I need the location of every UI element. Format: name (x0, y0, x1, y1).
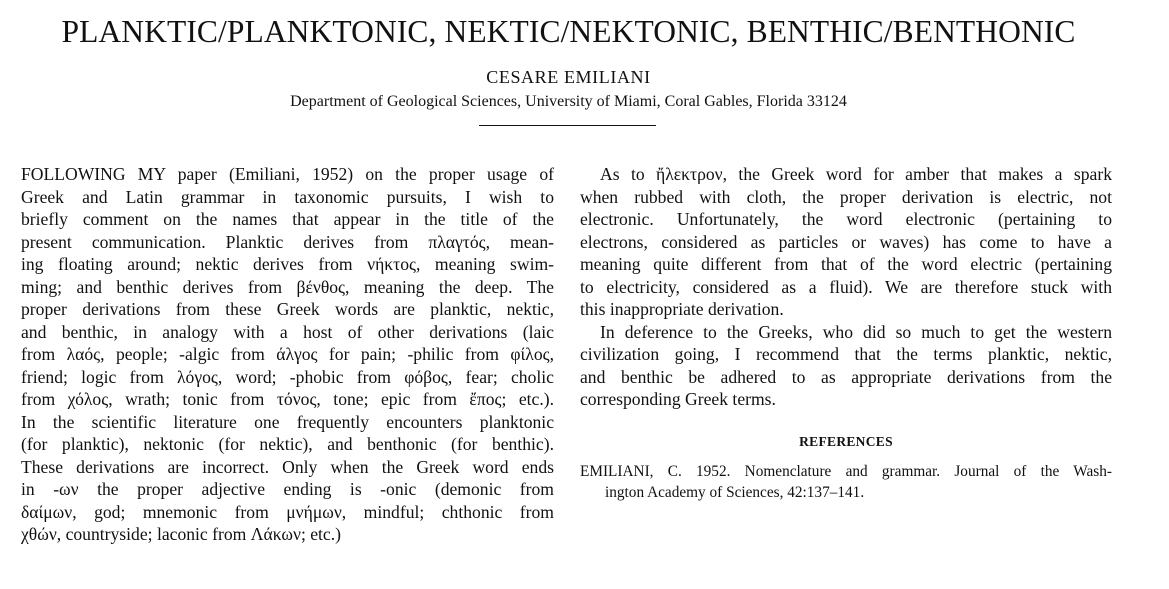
left-line-1: FOLLOWING MY paper (Emiliani, 1952) on the proper usage of (21, 164, 554, 184)
right-line-1: As to ἤλεκτρον, the Greek word for amber that makes a spark (600, 164, 1112, 184)
right-line-2: when rubbed with cloth, the proper derivation is electric, not (580, 186, 1112, 207)
left-line-10: friend; logic from λόγος, word; -phobic from φόβος, fear; cholic (21, 366, 554, 387)
right-line-10: and benthic be adhered to as appropriate derivations from the (580, 366, 1112, 387)
left-line-9: from λαός, people; -algic from άλγος for pain; -philic from φίλος, (21, 344, 554, 364)
reference-line-2: ington Academy of Sciences, 42:137–141. (605, 484, 865, 501)
right-column (580, 163, 1112, 503)
left-line-11: from χόλος, wrath; tonic from τόνος, tone; epic from ἔπος; etc.). (21, 389, 554, 409)
right-line-3: electronic. Unfortunately, the word electronic (pertaining to (580, 209, 1112, 229)
right-line-6: to electricity, considered as a fluid). We are therefore stuck with (580, 276, 1112, 297)
right-line-4: electrons, considered as particles or waves) has come to have a (580, 231, 1112, 252)
right-line-9: civilization going, I recommend that the terms planktic, nektic, (580, 344, 1112, 364)
left-column (21, 163, 554, 546)
left-line-6: ming; and benthic derives from βένθος, meaning the deep. The (21, 276, 554, 297)
right-line-8: In deference to the Greeks, who did so much to get the western (600, 321, 1112, 342)
left-line-3: briefly comment on the names that appear in the title of the (21, 209, 554, 229)
right-line-5: meaning quite different from that of the word electric (pertaining (580, 254, 1112, 274)
left-line-8: and benthic, in analogy with a host of other derivations (laic (21, 321, 554, 342)
left-line-12: In the scientific literature one frequently encounters planktonic (21, 411, 554, 432)
left-line-15: in -ων the proper adjective ending is -onic (demonic from (21, 479, 554, 499)
left-line-5: ing floating around; nektic derives from νήκτος, meaning swim- (21, 254, 554, 274)
left-line-16: δαίμων, god; mnemonic from μνήμων, mindful; chthonic from (21, 501, 554, 522)
right-line-11: corresponding Greek terms. (580, 389, 776, 409)
left-line-2: Greek and Latin grammar in taxonomic pursuits, I wish to (21, 186, 554, 207)
left-line-14: These derivations are incorrect. Only when the Greek word ends (21, 456, 554, 477)
left-line-4: present communication. Planktic derives from πλαγτός, mean- (21, 231, 554, 252)
left-line-17: χθών, countryside; laconic from Λάκων; etc.) (21, 524, 342, 544)
reference-entry (580, 461, 1112, 503)
references-heading: REFERENCES (799, 433, 893, 449)
left-line-7: proper derivations from these Greek words are planktic, nektic, (21, 299, 554, 319)
reference-line-1: EMILIANI, C. 1952. Nomenclature and grammar. Journal of the Wash- (580, 463, 1112, 480)
author-name: CESARE EMILIANI (486, 67, 651, 87)
right-line-7: this inappropriate derivation. (580, 299, 784, 319)
title-divider (479, 125, 656, 126)
author-affiliation: Department of Geological Sciences, University of Miami, Coral Gables, Florida 33124 (290, 93, 847, 110)
left-line-13: (for planktic), nektonic (for nektic), and benthonic (for benthic). (21, 434, 554, 454)
article-title: PLANKTIC/PLANKTONIC, NEKTIC/NEKTONIC, BENTHIC/BENTHONIC (61, 14, 1076, 49)
